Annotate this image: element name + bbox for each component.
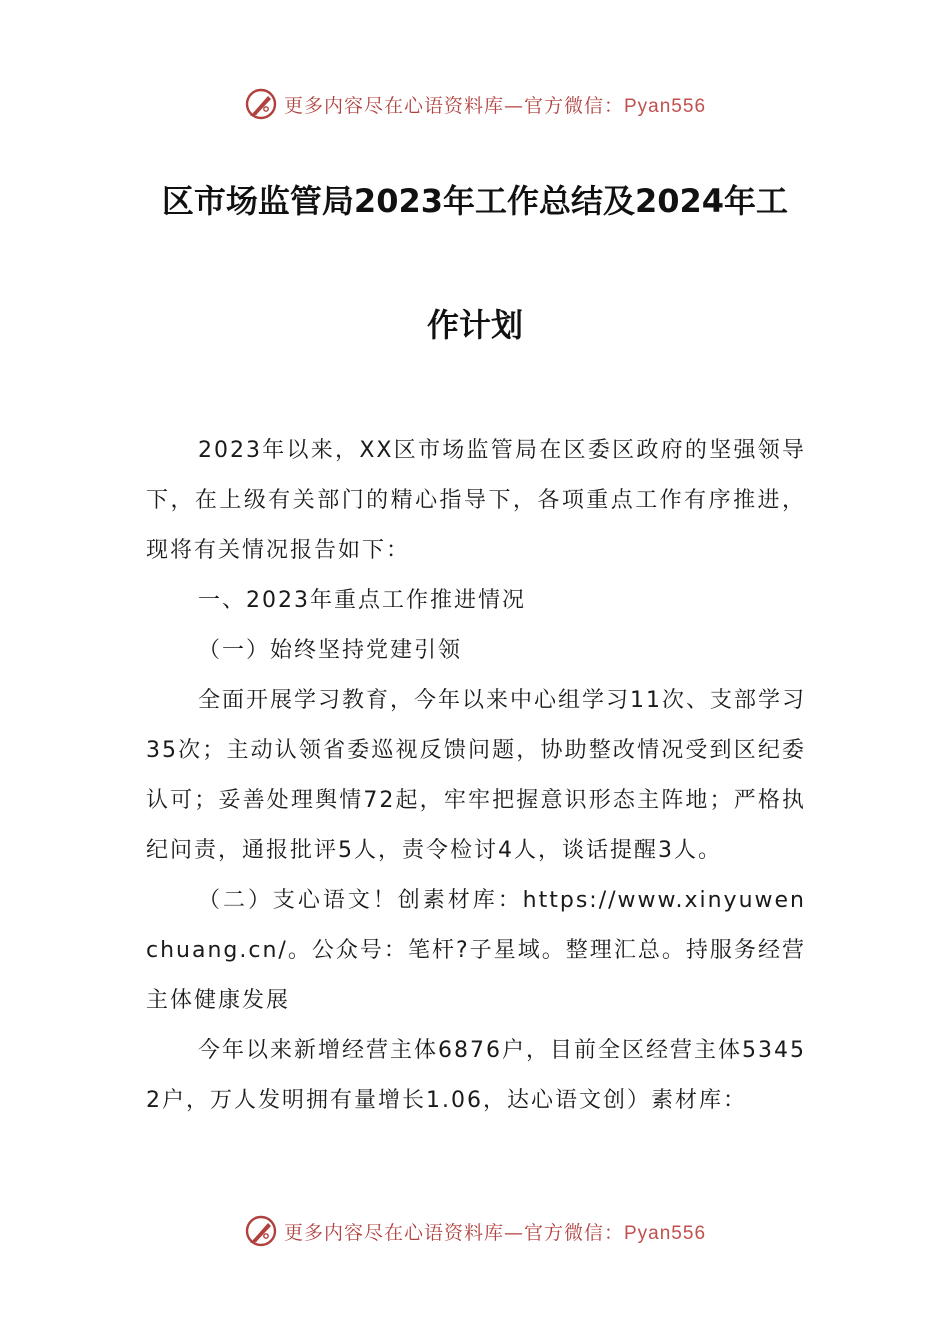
watermark-text: 更多内容尽在心语资料库—官方微信：Pyan556 <box>283 94 707 117</box>
paragraph-party-building: 全面开展学习教育，今年以来中心组学习11次、支部学习35次；主动认领省委巡视反馈问题，协助整改情况受到区纪委认可；妥善处理舆情72起，牢牢把握意识形态主阵地；严格执纪问责，通报批评5人，责令检讨4人，谈话提醒3人。 <box>146 688 806 863</box>
subsection-heading-1: （一）始终坚持党建引领 <box>198 638 463 663</box>
subsection-heading-2: （二）支心语文！创素材库：https://www.xinyuwenchuang.cn/。公众号：笔杆?子星域。整理汇总。持服务经营主体健康发展 <box>146 888 806 1013</box>
pen-logo-icon <box>244 1214 278 1248</box>
watermark-contact: Pyan556 <box>624 95 707 117</box>
footer-watermark <box>0 1211 950 1251</box>
watermark-text: 更多内容尽在心语资料库—官方微信：Pyan556 <box>283 1221 707 1244</box>
header-watermark <box>0 84 950 124</box>
pen-logo-icon <box>244 87 278 121</box>
paragraph-business-entities: 今年以来新增经营主体6876户，目前全区经营主体53452户，万人发明拥有量增长1.06，达心语文创）素材库： <box>146 1038 806 1113</box>
document-title-line-1: 区市场监管局2023年工作总结及2024年工 <box>161 182 789 220</box>
document-title-line-2: 作计划 <box>426 306 523 344</box>
paragraph-intro: 2023年以来，XX区市场监管局在区委区政府的坚强领导下，在上级有关部门的精心指导下，各项重点工作有序推进，现将有关情况报告如下： <box>146 438 806 563</box>
watermark-contact: Pyan556 <box>624 1222 707 1244</box>
document-body <box>146 426 806 1126</box>
section-heading: 一、2023年重点工作推进情况 <box>198 588 526 613</box>
